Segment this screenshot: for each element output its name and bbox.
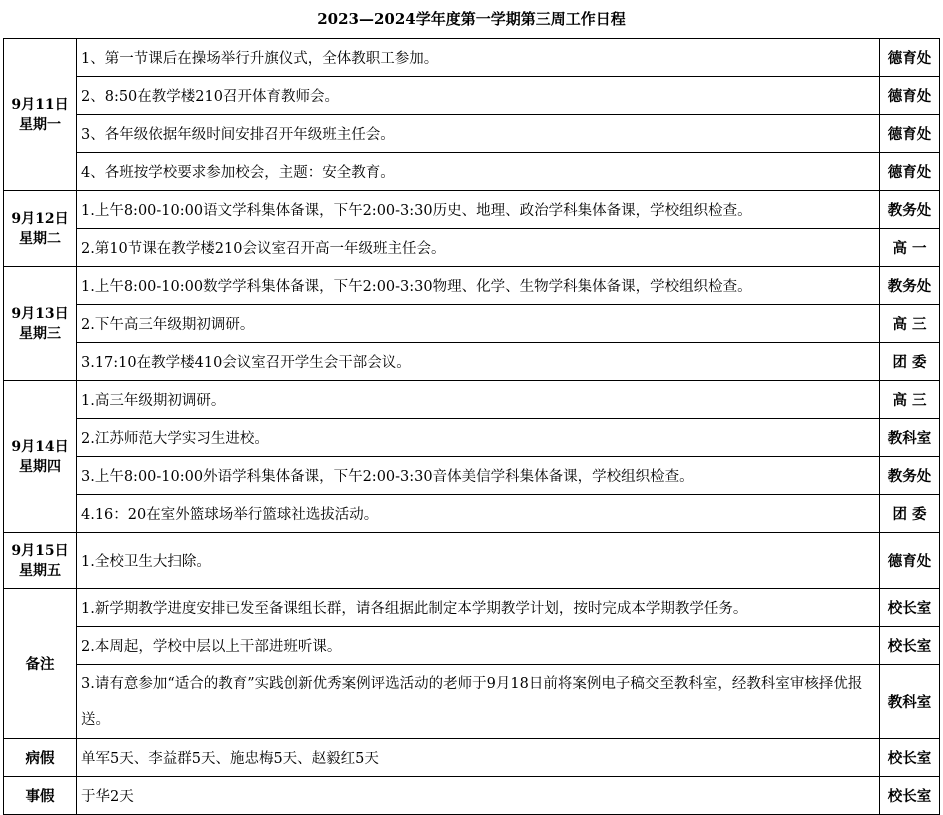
dept-cell: 德育处	[880, 153, 940, 191]
dept-cell: 教科室	[880, 419, 940, 457]
day-weekday: 星期四	[19, 458, 61, 475]
dept-cell: 德育处	[880, 77, 940, 115]
table-row	[4, 153, 940, 191]
table-row	[4, 77, 940, 115]
table-row	[4, 533, 940, 589]
schedule-item: 1、第一节课后在操场举行升旗仪式，全体教职工参加。	[77, 39, 880, 77]
schedule-item: 2、8:50在教学楼210召开体育教师会。	[77, 77, 880, 115]
day-cell	[4, 191, 77, 267]
remarks-label: 备注	[4, 589, 77, 739]
schedule-item: 2.下午高三年级期初调研。	[77, 305, 880, 343]
day-cell	[4, 39, 77, 191]
dept-cell: 校长室	[880, 777, 940, 815]
dept-cell: 校长室	[880, 589, 940, 627]
day-weekday: 星期五	[19, 562, 61, 579]
schedule-item: 1.高三年级期初调研。	[77, 381, 880, 419]
day-weekday: 星期一	[19, 116, 61, 133]
day-date: 9月15日	[11, 542, 69, 559]
table-row	[4, 115, 940, 153]
schedule-item: 1.全校卫生大扫除。	[77, 533, 880, 589]
table-row	[4, 229, 940, 267]
schedule-item: 3.上午8:00-10:00外语学科集体备课，下午2:00-3:30音体美信学科集体备课，学校组织检查。	[77, 457, 880, 495]
dept-cell: 团 委	[880, 495, 940, 533]
dept-cell: 高 三	[880, 381, 940, 419]
schedule-item: 2.第10节课在教学楼210会议室召开高一年级班主任会。	[77, 229, 880, 267]
day-cell	[4, 381, 77, 533]
day-cell	[4, 267, 77, 381]
day-date: 9月11日	[11, 96, 69, 113]
personal-leave-text: 于华2天	[77, 777, 880, 815]
dept-cell: 教务处	[880, 267, 940, 305]
dept-cell: 校长室	[880, 739, 940, 777]
dept-cell: 德育处	[880, 39, 940, 77]
table-row	[4, 495, 940, 533]
schedule-item: 3.17:10在教学楼410会议室召开学生会干部会议。	[77, 343, 880, 381]
table-row	[4, 739, 940, 777]
table-row	[4, 305, 940, 343]
dept-cell: 团 委	[880, 343, 940, 381]
table-row	[4, 419, 940, 457]
day-date: 9月13日	[11, 305, 69, 322]
schedule-item: 1.上午8:00-10:00语文学科集体备课，下午2:00-3:30历史、地理、政治学科集体备课，学校组织检查。	[77, 191, 880, 229]
table-row	[4, 191, 940, 229]
remark-item: 3.请有意参加“适合的教育”实践创新优秀案例评选活动的老师于9月18日前将案例电子稿交至教科室，经教科室审核择优报送。	[77, 665, 880, 739]
dept-cell: 校长室	[880, 627, 940, 665]
schedule-item: 4、各班按学校要求参加校会，主题：安全教育。	[77, 153, 880, 191]
table-row	[4, 627, 940, 665]
dept-cell: 教科室	[880, 665, 940, 739]
schedule-item: 1.上午8:00-10:00数学学科集体备课，下午2:00-3:30物理、化学、生物学科集体备课，学校组织检查。	[77, 267, 880, 305]
dept-cell: 教务处	[880, 457, 940, 495]
table-row	[4, 777, 940, 815]
schedule-title: 2023—2024学年度第一学期第三周工作日程	[317, 10, 626, 28]
table-row	[4, 267, 940, 305]
table-row	[4, 343, 940, 381]
dept-cell: 德育处	[880, 115, 940, 153]
table-row	[4, 665, 940, 739]
sick-leave-text: 单军5天、李益群5天、施忠梅5天、赵毅红5天	[77, 739, 880, 777]
remark-item: 1.新学期教学进度安排已发至备课组长群，请各组据此制定本学期教学计划，按时完成本学期教学任务。	[77, 589, 880, 627]
dept-cell: 高 三	[880, 305, 940, 343]
remark-item: 2.本周起，学校中层以上干部进班听课。	[77, 627, 880, 665]
table-row	[4, 589, 940, 627]
table-row	[4, 39, 940, 77]
dept-cell: 教务处	[880, 191, 940, 229]
dept-cell: 德育处	[880, 533, 940, 589]
day-date: 9月12日	[11, 210, 69, 227]
day-weekday: 星期二	[19, 230, 61, 247]
day-date: 9月14日	[11, 438, 69, 455]
sick-leave-label: 病假	[4, 739, 77, 777]
table-row	[4, 381, 940, 419]
schedule-item: 3、各年级依据年级时间安排召开年级班主任会。	[77, 115, 880, 153]
schedule-table	[3, 38, 940, 815]
schedule-item: 4.16：20在室外篮球场举行篮球社选拔活动。	[77, 495, 880, 533]
personal-leave-label: 事假	[4, 777, 77, 815]
day-weekday: 星期三	[19, 325, 61, 342]
schedule-item: 2.江苏师范大学实习生进校。	[77, 419, 880, 457]
dept-cell: 高 一	[880, 229, 940, 267]
day-cell	[4, 533, 77, 589]
table-row	[4, 457, 940, 495]
